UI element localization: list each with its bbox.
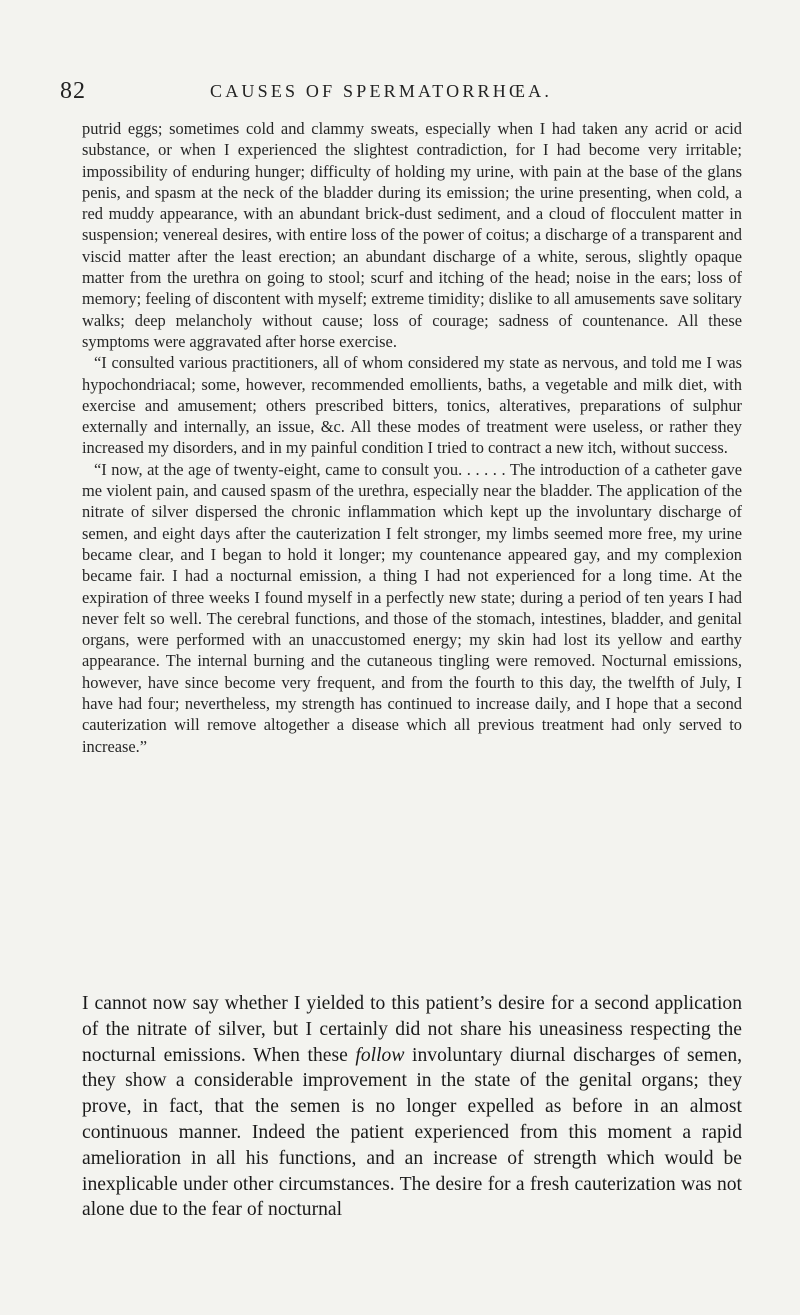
author-text-part-1: I cannot now say whether I yielded to this patient’s desire for a second application of the nitrate of silver, but I certainly did not share his uneasiness respecting the nocturnal emissions. When these — [82, 993, 742, 1066]
author-paragraph — [82, 991, 742, 1223]
author-text-part-2: involuntary diurnal discharges of semen, they show a considerable improvement in the state of the genital organs; they prove, in fact, that the semen is no longer expelled as before in an almost continuous manner. Indeed the patient experienced from this moment a rapid amelioration in all his functions, and an increase of strength which would be inexplicable under other circumstances. The desire for a fresh cauterization was not alone due to the fear of nocturnal — [82, 1044, 743, 1221]
page-number: 82 — [60, 78, 86, 104]
running-title: CAUSES OF SPERMATORRHŒA. — [210, 81, 553, 101]
quoted-paragraph-practitioners: “I consulted various practitioners, all of whom considered my state as nervous, and told me I was hypochondriacal; some, however, recommended emollients, baths, a vegetable and milk diet, with exercise and amusement; others prescribed bitters, tonics, alteratives, preparations of sulphur externally and internally, an issue, &c. All these modes of treatment were useless, or rather they increased my disorders, and in my painful condition I tried to contract a new itch, without success. — [82, 353, 742, 458]
author-commentary — [82, 991, 742, 1223]
running-head — [60, 78, 740, 108]
quoted-paragraph-treatment: “I now, at the age of twenty-eight, came to consult you. . . . . . The introduction of a catheter gave me violent pain, and caused spasm of the urethra, especially near the bladder. The application of the nitrate of silver dispersed the chronic inflammation which kept up the involuntary discharge of semen, and eight days after the cauterization I felt stronger, my limbs seemed more free, my urine became clear, and I began to hold it longer; my countenance appeared gay, and my complexion became fair. I had a nocturnal emission, a thing I had not experienced for a long time. At the expiration of three weeks I found myself in a perfectly new state; during a period of ten years I had never felt so well. The cerebral functions, and those of the stomach, intestines, bladder, and genital organs, were performed with an unaccustomed energy; my skin had lost its yellow and earthy appearance. The internal burning and the cutaneous tingling were removed. Nocturnal emissions, however, have since become very frequent, and from the fourth to this day, the twelfth of July, I have had four; nevertheless, my strength has continued to increase daily, and I hope that a second cauterization will remove altogether a disease which all previous treatment had only served to increase.” — [82, 459, 742, 756]
quoted-patient-account — [82, 118, 742, 757]
author-italic-word: follow — [355, 1044, 405, 1066]
quoted-paragraph-symptoms: putrid eggs; sometimes cold and clammy sweats, especially when I had taken any acrid or acid substance, or when I experienced the slightest contradiction, for I had become very irritable; impossibility of enduring hunger; difficulty of holding my urine, with pain at the base of the glans penis, and spasm at the neck of the bladder during its emission; the urine presenting, when cold, a red muddy appearance, with an abundant brick-dust sediment, and a cloud of flocculent matter in suspension; venereal desires, with entire loss of the power of coitus; a discharge of a transparent and viscid matter after the least erection; an abundant discharge of a white, serous, slightly opaque matter from the urethra on going to stool; scurf and itching of the head; noise in the ears; loss of memory; feeling of discontent with myself; extreme timidity; dislike to all amusements save solitary walks; deep melancholy without cause; loss of courage; sadness of countenance. All these symptoms were aggravated after horse exercise. — [82, 119, 742, 351]
